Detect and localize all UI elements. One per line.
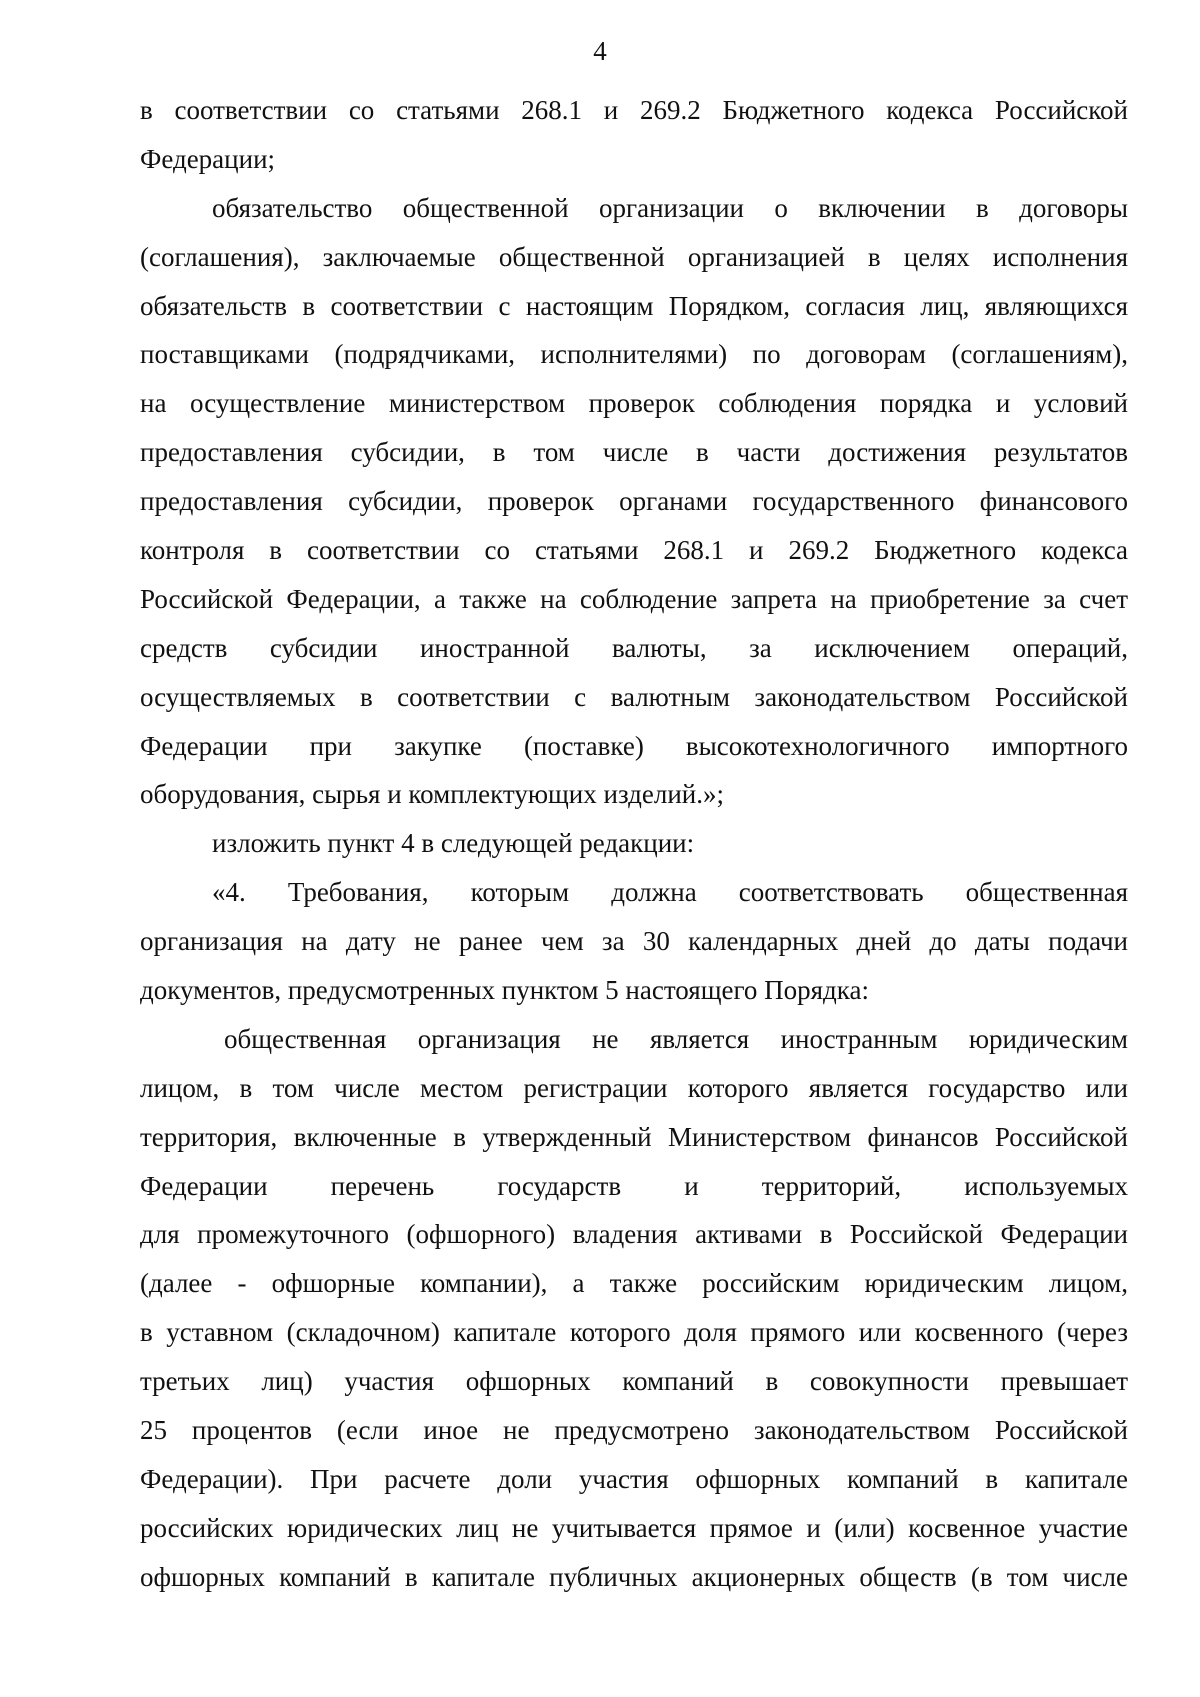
text-line: контроля в соответствии со статьями 268.1 и 269.2 Бюджетного кодекса bbox=[140, 535, 1128, 566]
document-body bbox=[140, 86, 1128, 1602]
text-line: документов, предусмотренных пунктом 5 настоящего Порядка: bbox=[140, 975, 869, 1006]
text-line: Федерации перечень государств и территорий, используемых bbox=[140, 1170, 1128, 1201]
text-line: территория, включенные в утвержденный Министерством финансов Российской bbox=[140, 1121, 1128, 1152]
text-line: оборудования, сырья и комплектующих изделий.»; bbox=[140, 779, 724, 810]
text-line: для промежуточного (офшорного) владения активами в Российской Федерации bbox=[140, 1219, 1128, 1250]
text-line: российских юридических лиц не учитывается прямое и (или) косвенное участие bbox=[140, 1512, 1128, 1543]
text-line: в соответствии со статьями 268.1 и 269.2 Бюджетного кодекса Российской bbox=[140, 95, 1128, 125]
text-line: осуществляемых в соответствии с валютным законодательством Российской bbox=[140, 681, 1128, 712]
text-line: Федерации; bbox=[140, 143, 276, 174]
text-line: на осуществление министерством проверок соблюдения порядка и условий bbox=[140, 388, 1128, 419]
text-line: в уставном (складочном) капитале которого доля прямого или косвенного (через bbox=[140, 1317, 1128, 1348]
text-line: обязательство общественной организации о включении в договоры bbox=[212, 192, 1128, 223]
text-line: «4. Требования, которым должна соответствовать общественная bbox=[212, 877, 1128, 908]
text-line: Российской Федерации, а также на соблюдение запрета на приобретение за счет bbox=[140, 583, 1128, 614]
text-line: обязательств в соответствии с настоящим Порядком, согласия лиц, являющихся bbox=[140, 290, 1128, 321]
text-line: (далее - офшорные компании), а также российским юридическим лицом, bbox=[140, 1268, 1128, 1299]
text-line: предоставления субсидии, в том числе в части достижения результатов bbox=[140, 437, 1128, 468]
text-line: (соглашения), заключаемые общественной организацией в целях исполнения bbox=[140, 241, 1128, 272]
text-line: Федерации). При расчете доли участия офшорных компаний в капитале bbox=[140, 1463, 1128, 1494]
text-line: 25 процентов (если иное не предусмотрено законодательством Российской bbox=[140, 1415, 1128, 1446]
text-line: изложить пункт 4 в следующей редакции: bbox=[212, 828, 695, 859]
text-line: средств субсидии иностранной валюты, за исключением операций, bbox=[140, 632, 1128, 663]
text-line: предоставления субсидии, проверок органами государственного финансового bbox=[140, 486, 1128, 517]
page-number: 4 bbox=[593, 36, 607, 66]
text-line: офшорных компаний в капитале публичных акционерных обществ (в том числе bbox=[140, 1561, 1128, 1592]
text-line: лицом, в том числе местом регистрации которого является государство или bbox=[140, 1072, 1128, 1103]
text-line: Федерации при закупке (поставке) высокотехнологичного импортного bbox=[140, 730, 1128, 761]
text-line: поставщиками (подрядчиками, исполнителями) по договорам (соглашениям), bbox=[140, 339, 1128, 370]
text-line: третьих лиц) участия офшорных компаний в совокупности превышает bbox=[140, 1366, 1128, 1397]
text-line: общественная организация не является иностранным юридическим bbox=[224, 1023, 1128, 1054]
text-line: организация на дату не ранее чем за 30 календарных дней до даты подачи bbox=[140, 926, 1128, 957]
